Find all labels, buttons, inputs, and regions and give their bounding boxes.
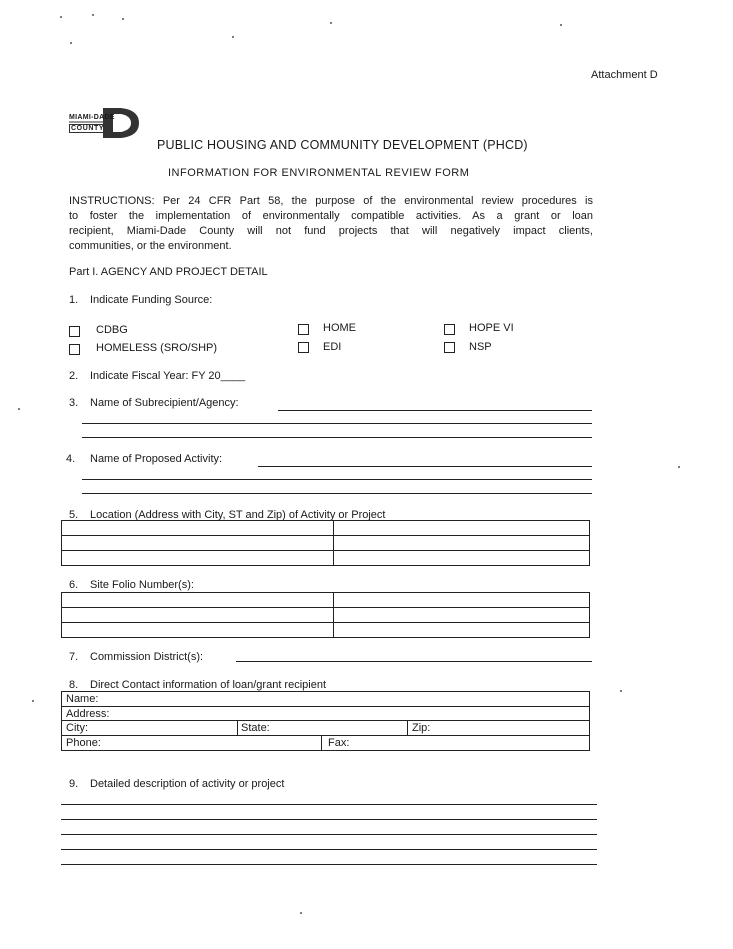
table-cell[interactable] bbox=[334, 608, 590, 623]
q1-label: Indicate Funding Source: bbox=[90, 294, 213, 306]
table-row bbox=[62, 521, 590, 536]
q9-number: 9. bbox=[69, 778, 79, 790]
home-label: HOME bbox=[323, 322, 356, 334]
scan-speck bbox=[32, 700, 34, 702]
contact-phone-row[interactable] bbox=[62, 736, 589, 751]
contact-zip-label: Zip: bbox=[412, 722, 431, 734]
edi-label: EDI bbox=[323, 341, 342, 353]
contact-name-row[interactable] bbox=[62, 692, 589, 707]
q4-answer-line[interactable] bbox=[82, 493, 592, 494]
scan-speck bbox=[678, 466, 680, 468]
table-row bbox=[62, 551, 590, 566]
table-cell[interactable] bbox=[62, 623, 334, 638]
hopevi-checkbox[interactable] bbox=[444, 324, 455, 335]
scan-speck bbox=[60, 16, 62, 18]
q7-label: Commission District(s): bbox=[90, 651, 204, 663]
q3-answer-line[interactable] bbox=[82, 437, 592, 438]
cdbg-checkbox[interactable] bbox=[69, 326, 80, 337]
edi-checkbox[interactable] bbox=[298, 342, 309, 353]
divider bbox=[321, 736, 322, 751]
contact-state-label: State: bbox=[241, 722, 270, 734]
nsp-label: NSP bbox=[469, 341, 492, 353]
q6-number: 6. bbox=[69, 579, 79, 591]
q4-number: 4. bbox=[66, 453, 76, 465]
hopevi-label: HOPE VI bbox=[469, 322, 514, 334]
contact-phone-label: Phone: bbox=[66, 736, 101, 749]
scan-speck bbox=[70, 42, 72, 44]
attachment-label: Attachment D bbox=[591, 69, 658, 81]
contact-city-row[interactable] bbox=[62, 721, 589, 736]
q1-number: 1. bbox=[69, 294, 79, 306]
q8-number: 8. bbox=[69, 679, 79, 691]
q7-answer-line[interactable] bbox=[236, 661, 592, 662]
q4-label: Name of Proposed Activity: bbox=[90, 453, 223, 465]
scan-speck bbox=[18, 408, 20, 410]
contact-fax-label: Fax: bbox=[328, 736, 350, 749]
scan-speck bbox=[620, 690, 622, 692]
q3-answer-line[interactable] bbox=[278, 410, 592, 411]
homeless-label: HOMELESS (SRO/SHP) bbox=[96, 342, 218, 354]
contact-address-row[interactable] bbox=[62, 707, 589, 722]
scan-speck bbox=[300, 912, 302, 914]
instructions-line: INSTRUCTIONS: Per 24 CFR Part 58, the purpose of the environmental review procedures is bbox=[69, 195, 593, 207]
q3-answer-line[interactable] bbox=[82, 423, 592, 424]
q4-answer-line[interactable] bbox=[258, 466, 592, 467]
q5-number: 5. bbox=[69, 509, 79, 521]
q7-number: 7. bbox=[69, 651, 79, 663]
contact-city-label: City: bbox=[66, 722, 88, 734]
scan-speck bbox=[330, 22, 332, 24]
scan-speck bbox=[122, 18, 124, 20]
table-cell[interactable] bbox=[334, 593, 590, 608]
scan-speck bbox=[232, 36, 234, 38]
q9-answer-line[interactable] bbox=[61, 864, 597, 865]
nsp-checkbox[interactable] bbox=[444, 342, 455, 353]
q9-answer-line[interactable] bbox=[61, 849, 597, 850]
logo-text-bottom: COUNTY bbox=[71, 125, 105, 132]
logo-d-icon bbox=[69, 106, 141, 140]
table-cell[interactable] bbox=[62, 521, 334, 536]
table-cell[interactable] bbox=[62, 536, 334, 551]
q4-answer-line[interactable] bbox=[82, 479, 592, 480]
instructions-line: recipient, Miami-Dade County will not fund projects that will negatively impact clients, bbox=[69, 225, 593, 237]
q9-answer-line[interactable] bbox=[61, 834, 597, 835]
table-cell[interactable] bbox=[62, 608, 334, 623]
table-row bbox=[62, 608, 590, 623]
table-row bbox=[62, 536, 590, 551]
q2-number: 2. bbox=[69, 370, 79, 382]
q3-label: Name of Subrecipient/Agency: bbox=[90, 397, 239, 409]
table-cell[interactable] bbox=[62, 593, 334, 608]
divider bbox=[407, 721, 408, 735]
q5-label: Location (Address with City, ST and Zip) of Activity or Project bbox=[90, 509, 386, 521]
table-row bbox=[62, 623, 590, 638]
miami-dade-logo bbox=[69, 106, 141, 140]
folio-table bbox=[61, 592, 590, 638]
instructions-line: communities, or the environment. bbox=[69, 240, 232, 252]
form-subtitle: INFORMATION FOR ENVIRONMENTAL REVIEW FORM bbox=[168, 167, 470, 179]
instructions-line: to foster the implementation of environmentally compatible activities. As a grant or loan bbox=[69, 210, 593, 222]
contact-name-label: Name: bbox=[66, 693, 99, 705]
q3-number: 3. bbox=[69, 397, 79, 409]
scan-speck bbox=[92, 14, 94, 16]
table-cell[interactable] bbox=[334, 536, 590, 551]
divider bbox=[237, 721, 238, 735]
q6-label: Site Folio Number(s): bbox=[90, 579, 194, 591]
home-checkbox[interactable] bbox=[298, 324, 309, 335]
contact-address-label: Address: bbox=[66, 707, 110, 720]
q8-label: Direct Contact information of loan/grant recipient bbox=[90, 679, 327, 691]
logo-text-top: MIAMI-DADE bbox=[69, 114, 115, 121]
form-title: PUBLIC HOUSING AND COMMUNITY DEVELOPMENT (PHCD) bbox=[157, 138, 528, 152]
table-cell[interactable] bbox=[62, 551, 334, 566]
homeless-checkbox[interactable] bbox=[69, 344, 80, 355]
contact-table bbox=[61, 691, 590, 751]
q2-label: Indicate Fiscal Year: FY 20____ bbox=[90, 370, 246, 382]
scan-speck bbox=[560, 24, 562, 26]
table-row bbox=[62, 593, 590, 608]
table-cell[interactable] bbox=[334, 521, 590, 536]
table-cell[interactable] bbox=[334, 551, 590, 566]
part-one-heading: Part I. AGENCY AND PROJECT DETAIL bbox=[69, 266, 268, 278]
q9-answer-line[interactable] bbox=[61, 819, 597, 820]
q9-answer-line[interactable] bbox=[61, 804, 597, 805]
table-cell[interactable] bbox=[334, 623, 590, 638]
cdbg-label: CDBG bbox=[96, 324, 128, 336]
q9-label: Detailed description of activity or project bbox=[90, 778, 285, 790]
location-table bbox=[61, 520, 590, 566]
instructions bbox=[69, 194, 593, 254]
